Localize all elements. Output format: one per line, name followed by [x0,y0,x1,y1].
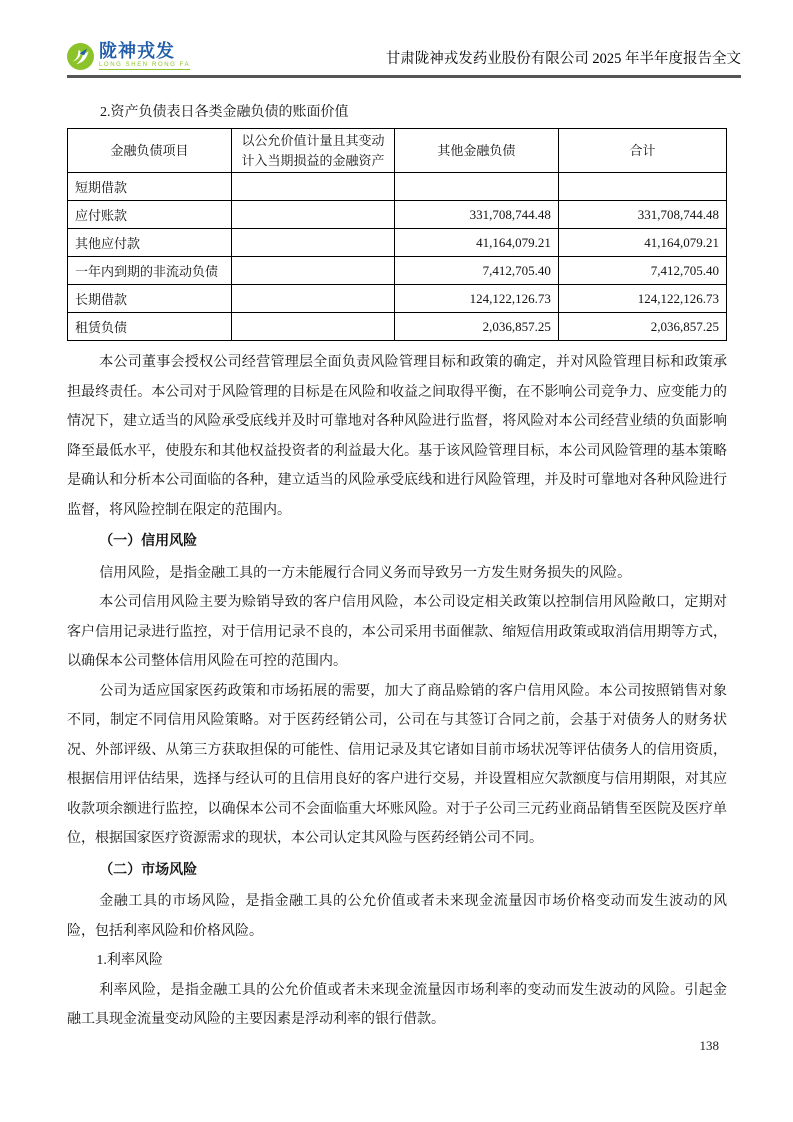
table-row [68,285,727,313]
heading-credit-risk: （一）信用风险 [99,534,198,549]
col-header-item: 金融负债项目 [68,129,232,173]
row-fair-value [232,201,395,229]
row-item-label: 长期借款 [68,285,232,313]
page-content [67,103,727,1035]
col-header-total: 合计 [558,129,726,173]
paragraph-credit-risk-definition: 信用风险，是指金融工具的一方未能履行合同义务而导致另一方发生财务损失的风险。 [99,565,632,581]
row-total-value: 7,412,705.40 [558,257,726,285]
report-title: 甘肃陇神戎发药业股份有限公司 2025 年半年度报告全文 [385,51,741,67]
row-total-value: 41,164,079.21 [558,229,726,257]
row-total-value: 124,122,126.73 [558,285,726,313]
col-header-fair-value: 以公允价值计量且其变动计入当期损益的金融资产 [232,129,395,173]
page-number: 138 [699,1038,719,1053]
row-total-value [558,173,726,201]
table-row [68,173,727,201]
row-item-label: 其他应付款 [68,229,232,257]
row-other-value [394,173,558,201]
paragraph-risk-management-overview: 本公司董事会授权公司经营管理层全面负责风险管理目标和政策的确定，并对风险管理目标和政策承担最终责任。本公司对于风险管理的目标是在风险和收益之间取得平衡，在不影响公司竞争力、应变能力的情况下，建立适当的风险承受底线并及时可靠地对各种风险进行监督，将风险对本公司经营业绩的负面影响降至最低水平，使股东和其他权益投资者的利益最大化。基于该风险管理目标，本公司风险管理的基本策略是确认和分析本公司面临的各种，建立适当的风险承受底线和进行风险管理，并及时可靠地对各种风险进行监督，将风险控制在限定的范围内。 [67,355,727,518]
company-logo [67,42,190,70]
row-fair-value [232,173,395,201]
row-other-value: 331,708,744.48 [394,201,558,229]
logo-text-cn: 陇神戎发 [99,41,175,61]
col-header-other-liabilities: 其他金融负债 [394,129,558,173]
section-title: 2.资产负债表日各类金融负债的账面价值 [100,105,349,120]
row-item-label: 租赁负债 [68,313,232,341]
subheading-interest-rate-risk: 1.利率风险 [96,953,163,968]
row-total-value: 331,708,744.48 [558,201,726,229]
table-row [68,257,727,285]
logo-icon [67,43,94,70]
paragraph-credit-risk-strategy: 公司为适应国家医药政策和市场拓展的需要，加大了商品赊销的客户信用风险。本公司按照销售对象不同，制定不同信用风险策略。对于医药经销公司，公司在与其签订合同之前，会基于对债务人的财务状况、外部评级、从第三方获取担保的可能性、信用记录及其它诸如目前市场状况等评估债务人的信用资质，根据信用评估结果，选择与经认可的且信用良好的客户进行交易，并设置相应欠款额度与信用期限，对其应收款项余额进行监控，以确保本公司不会面临重大坏账风险。对于子公司三元药业商品销售至医院及医疗单位，根据国家医疗资源需求的现状，本公司认定其风险与医药经销公司不同。 [67,683,727,846]
row-item-label: 应付账款 [68,201,232,229]
logo-text [99,42,190,70]
row-fair-value [232,313,395,341]
paragraph-interest-rate-risk: 利率风险，是指金融工具的公允价值或者未来现金流量因市场利率的变动而发生波动的风险。引起金融工具现金流量变动风险的主要因素是浮动利率的银行借款。 [67,982,727,1027]
heading-market-risk: （二）市场风险 [99,862,198,878]
row-total-value: 2,036,857.25 [558,313,726,341]
row-other-value: 124,122,126.73 [394,285,558,313]
table-row [68,229,727,257]
logo-text-en: LONG SHEN RONG FA [99,62,191,68]
risk-management-text [67,348,727,1035]
row-other-value: 7,412,705.40 [394,257,558,285]
table-header-row [68,129,727,173]
row-item-label: 短期借款 [68,173,232,201]
row-other-value: 2,036,857.25 [394,313,558,341]
paragraph-market-risk-definition: 金融工具的市场风险，是指金融工具的公允价值或者未来现金流量因市场价格变动而发生波动的风险，包括利率风险和价格风险。 [67,894,727,939]
table-row [68,313,727,341]
page-header [67,40,741,78]
row-item-label: 一年内到期的非流动负债 [68,257,232,285]
row-fair-value [232,229,395,257]
financial-liabilities-table [67,128,727,341]
paragraph-credit-risk-policy: 本公司信用风险主要为赊销导致的客户信用风险，本公司设定相关政策以控制信用风险敞口，定期对客户信用记录进行监控，对于信用记录不良的，本公司采用书面催款、缩短信用政策或取消信用期等方式，以确保本公司整体信用风险在可控的范围内。 [67,595,727,669]
table-row [68,201,727,229]
row-fair-value [232,257,395,285]
row-fair-value [232,285,395,313]
row-other-value: 41,164,079.21 [394,229,558,257]
